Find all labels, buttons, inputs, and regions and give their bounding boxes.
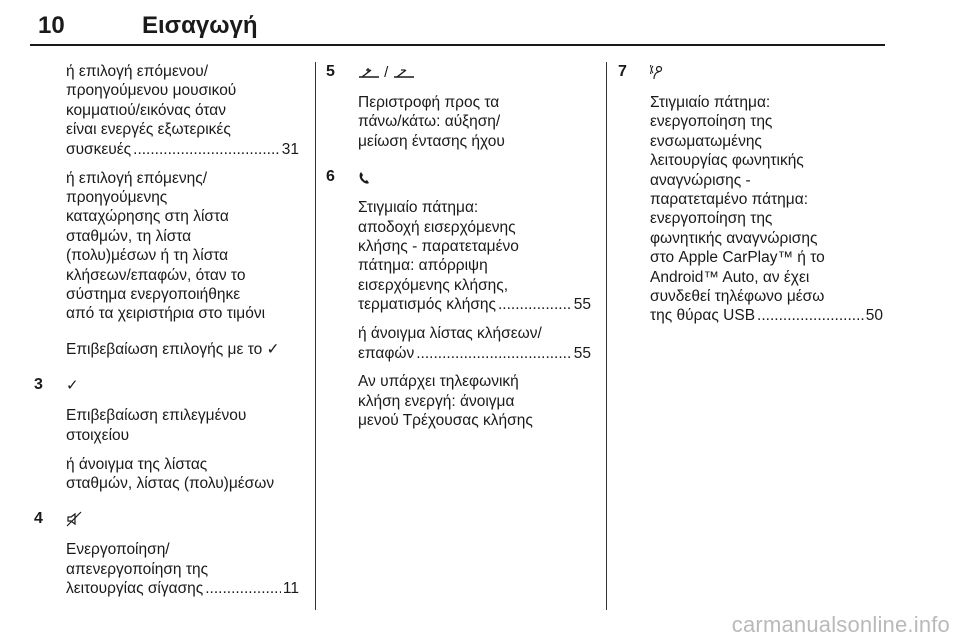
- paragraph-confirm-selected: Επιβεβαίωση επιλεγμένου στοιχείου: [66, 407, 247, 444]
- volume-up-icon: [358, 64, 380, 81]
- phone-icon: [358, 168, 370, 187]
- paragraph-volume: Περιστροφή προς τα πάνω/κάτω: αύξηση/ μείωση έντασης ήχου: [358, 94, 505, 150]
- page-ref-55b[interactable]: επαφών ..... 55: [358, 344, 591, 363]
- item-number: 6: [326, 168, 335, 186]
- column-3: [618, 62, 883, 335]
- mute-icon: [66, 510, 82, 529]
- item-number: 4: [34, 510, 43, 528]
- page-ref-55a[interactable]: τερματισμός κλήσης ..... 55: [358, 295, 591, 314]
- page-ref-11[interactable]: λειτουργίας σίγασης ..... 11: [66, 579, 299, 598]
- page-ref-50[interactable]: της θύρας USB ..... 50: [650, 306, 883, 325]
- paragraph-next-track: ή επιλογή επόμενου/ προηγούμενου μουσικού κομματιού/εικόνας όταν είναι ενεργές εξωτερικές συσκευές ..... 31: [66, 62, 299, 159]
- watermark: carmanualsonline.info: [731, 612, 950, 637]
- item-7: [618, 62, 883, 82]
- paragraph-open-list: ή άνοιγμα της λίστας σταθμών, λίστας (πολυ)μέσων: [66, 455, 275, 492]
- item-6: [326, 167, 591, 187]
- paragraph-confirm: Επιβεβαίωση επιλογής με το ✓: [66, 340, 280, 358]
- header-rule: [30, 44, 885, 46]
- item-number: 3: [34, 376, 43, 394]
- voice-icon: [650, 63, 664, 82]
- item-5: 5 /: [358, 62, 591, 82]
- paragraph-call-list: ή άνοιγμα λίστας κλήσεων/ επαφών ..... 55: [358, 324, 591, 363]
- page-header: [30, 8, 885, 48]
- page-title: Εισαγωγή: [142, 12, 258, 39]
- page-ref-31[interactable]: συσκευές ..... 31: [66, 140, 299, 159]
- paragraph-mute: Ενεργοποίηση/ απενεργοποίηση της λειτουργίας σίγασης ..... 11: [66, 540, 299, 598]
- paragraph-next-entry: ή επιλογή επόμενης/ προηγούμενης καταχώρησης στη λίστα σταθμών, τη λίστα (πολυ)μέσων ή τη λίστα κλήσεων/επαφών, όταν το σύστημα ενεργοποιήθηκε από τα χειριστήρια στο τιμόνι: [66, 169, 266, 323]
- paragraph-current-call: Αν υπάρχει τηλεφωνική κλήση ενεργή: άνοιγμα μενού Τρέχουσας κλήσης: [358, 373, 533, 430]
- column-1: [34, 62, 299, 608]
- item-number: 5: [326, 63, 335, 80]
- column-divider-2: [606, 62, 607, 610]
- column-2: [326, 62, 591, 440]
- paragraph-voice: Στιγμιαίο πάτημα: ενεργοποίηση της ενσωματωμένης λειτουργίας φωνητικής αναγνώρισης - παρατεταμένο πάτημα: ενεργοποίηση της φωνητικής αναγνώρισης στο Apple CarPlay™ ή το Android™ Auto, αν έχει συνδεθεί τηλέφωνο μέσω της θύρας USB ..... 50: [650, 93, 883, 326]
- item-number: 7: [618, 63, 627, 80]
- check-icon: ✓: [66, 377, 79, 395]
- item-4: [34, 509, 299, 529]
- volume-down-icon: [393, 64, 415, 81]
- page-number: 10: [38, 12, 65, 39]
- item-3: [34, 375, 299, 395]
- column-divider-1: [315, 62, 316, 610]
- paragraph-phone: Στιγμιαίο πάτημα: αποδοχή εισερχόμενης κλήσης - παρατεταμένο πάτημα: απόρριψη εισερχόμενης κλήσης, τερματισμός κλήσης ..... 55: [358, 198, 591, 314]
